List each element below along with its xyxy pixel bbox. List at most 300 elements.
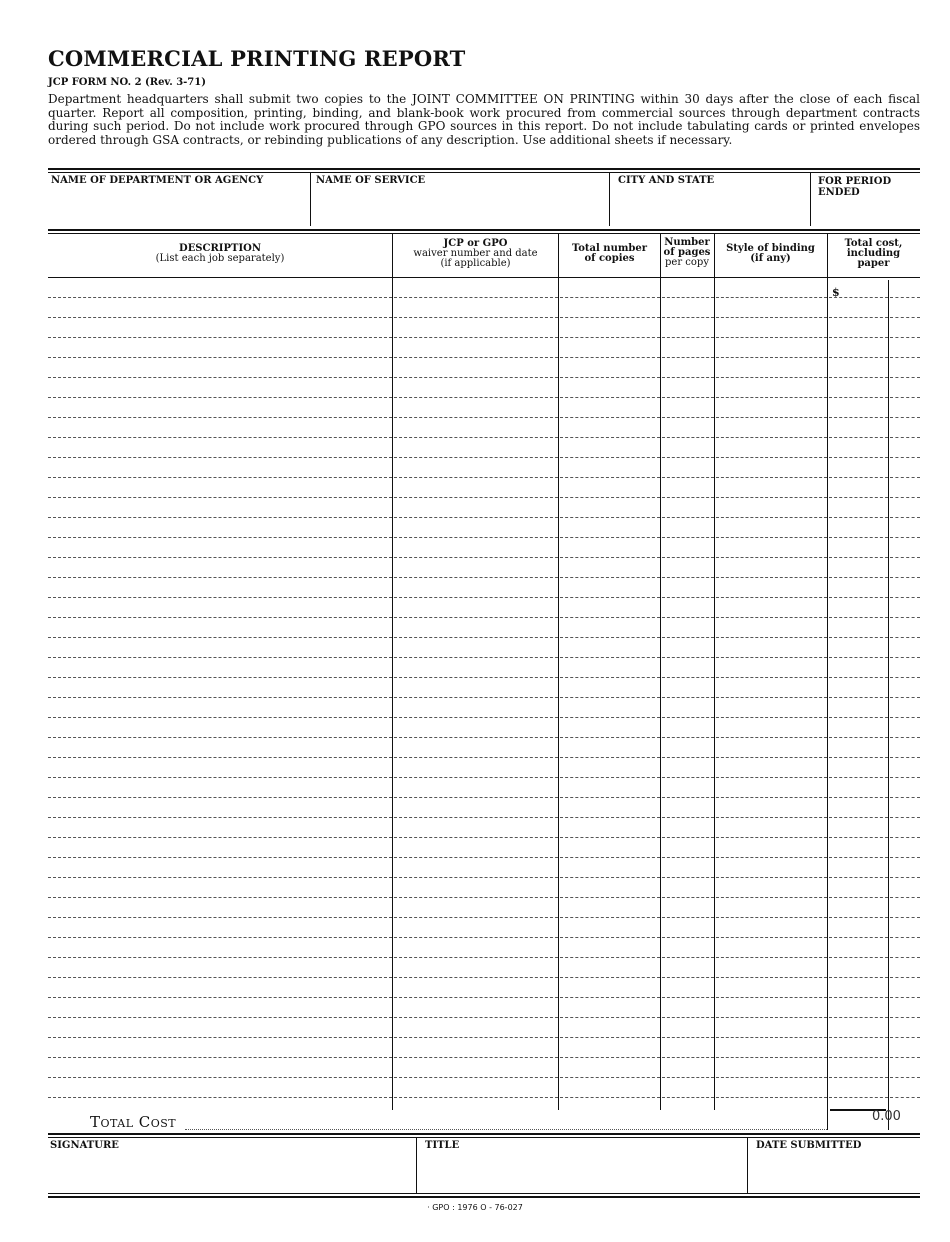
row-rule — [662, 457, 714, 458]
col-pages-line3: per copy — [665, 257, 709, 268]
signature-label: SIGNATURE — [50, 1140, 119, 1151]
table-row[interactable] — [0, 899, 950, 919]
row-rule — [716, 1057, 827, 1058]
col-pages-line2: of pages — [663, 247, 711, 258]
row-rule — [829, 877, 888, 878]
row-rule — [560, 737, 660, 738]
row-rule — [48, 757, 392, 758]
table-row[interactable] — [0, 859, 950, 879]
row-rule — [394, 977, 558, 978]
row-rule — [48, 417, 392, 418]
instructions-text: Department headquarters shall submit two copies to the JOINT COMMITTEE ON PRINTING within 30 days after the close of each fiscal quarter. Report all composition, printing, binding, and blank-book work procured from commercial sources through department contracts during such period. Do not include work procured through GPO sources in this report. Do not include tabulating cards or printed envelopes ordered through GSA contracts, or rebinding publications of any description. Use additional sheets if necessary. — [48, 92, 920, 147]
row-rule — [829, 557, 888, 558]
row-rule — [890, 817, 920, 818]
row-rule — [829, 917, 888, 918]
row-rule — [890, 317, 920, 318]
row-rule — [48, 697, 392, 698]
row-rule — [662, 977, 714, 978]
row-rule — [394, 397, 558, 398]
row-rule — [829, 317, 888, 318]
row-rule — [716, 797, 827, 798]
row-rule — [662, 697, 714, 698]
table-row[interactable] — [0, 819, 950, 839]
row-rule — [662, 737, 714, 738]
row-rule — [890, 457, 920, 458]
row-rule — [48, 937, 392, 938]
row-rule — [560, 1037, 660, 1038]
row-rule — [890, 1037, 920, 1038]
table-row[interactable] — [0, 799, 950, 819]
row-rule — [662, 497, 714, 498]
row-rule — [394, 1097, 558, 1098]
row-rule — [394, 657, 558, 658]
table-row[interactable] — [0, 659, 950, 679]
row-rule — [48, 297, 392, 298]
row-rule — [890, 377, 920, 378]
col-cost-header — [827, 239, 920, 269]
row-rule — [662, 417, 714, 418]
row-rule — [48, 777, 392, 778]
row-rule — [394, 357, 558, 358]
table-row[interactable] — [0, 1059, 950, 1079]
table-row[interactable] — [0, 639, 950, 659]
row-rule — [890, 877, 920, 878]
row-rule — [48, 877, 392, 878]
row-rule — [394, 437, 558, 438]
row-rule — [394, 317, 558, 318]
row-rule — [829, 737, 888, 738]
row-rule — [829, 497, 888, 498]
row-rule — [662, 377, 714, 378]
row-rule — [560, 1057, 660, 1058]
row-rule — [662, 637, 714, 638]
row-rule — [394, 917, 558, 918]
table-row[interactable] — [0, 1019, 950, 1039]
row-rule — [662, 1077, 714, 1078]
table-row[interactable] — [0, 359, 950, 379]
row-rule — [829, 677, 888, 678]
row-rule — [560, 337, 660, 338]
title-label: TITLE — [425, 1140, 460, 1151]
total-cost-leader — [185, 1129, 827, 1130]
row-rule — [716, 497, 827, 498]
row-rule — [394, 297, 558, 298]
row-rule — [890, 637, 920, 638]
row-rule — [716, 657, 827, 658]
row-rule — [48, 657, 392, 658]
table-row[interactable] — [0, 539, 950, 559]
row-rule — [716, 997, 827, 998]
row-rule — [560, 717, 660, 718]
row-rule — [716, 877, 827, 878]
row-rule — [716, 777, 827, 778]
row-rule — [560, 317, 660, 318]
row-rule — [394, 877, 558, 878]
row-rule — [716, 717, 827, 718]
row-rule — [716, 837, 827, 838]
row-rule — [716, 317, 827, 318]
row-rule — [662, 1037, 714, 1038]
row-rule — [48, 717, 392, 718]
header-top-rule — [48, 168, 920, 170]
row-rule — [829, 457, 888, 458]
service-field[interactable] — [311, 172, 609, 226]
col-description-title: DESCRIPTION — [179, 243, 261, 254]
row-rule — [890, 437, 920, 438]
table-row[interactable] — [0, 739, 950, 759]
col-copies-header — [559, 244, 660, 264]
col-pages-line1: Number — [664, 237, 710, 248]
row-rule — [48, 737, 392, 738]
table-header-bottom-rule — [48, 277, 920, 278]
table-row[interactable] — [0, 779, 950, 799]
row-rule — [662, 617, 714, 618]
row-rule — [716, 1097, 827, 1098]
row-rule — [716, 397, 827, 398]
table-row[interactable] — [0, 599, 950, 619]
row-rule — [560, 677, 660, 678]
row-rule — [829, 397, 888, 398]
table-row[interactable] — [0, 419, 950, 439]
row-rule — [716, 897, 827, 898]
table-top-rule-thin — [48, 233, 920, 234]
table-row[interactable] — [0, 879, 950, 899]
row-rule — [716, 477, 827, 478]
row-rule — [560, 617, 660, 618]
row-rule — [48, 337, 392, 338]
row-rule — [48, 357, 392, 358]
row-rule — [829, 617, 888, 618]
row-rule — [716, 637, 827, 638]
table-row[interactable] — [0, 679, 950, 699]
row-rule — [716, 557, 827, 558]
row-rule — [48, 457, 392, 458]
row-rule — [560, 417, 660, 418]
row-rule — [890, 1057, 920, 1058]
total-cost-value[interactable]: 0.00 — [872, 1109, 901, 1124]
row-rule — [560, 797, 660, 798]
col-description-header — [48, 244, 392, 264]
row-rule — [716, 617, 827, 618]
row-rule — [890, 517, 920, 518]
row-rule — [662, 1057, 714, 1058]
row-rule — [394, 1017, 558, 1018]
col-description-subtitle: (List each job separately) — [155, 253, 285, 264]
row-rule — [829, 1057, 888, 1058]
row-rule — [48, 957, 392, 958]
row-rule — [829, 797, 888, 798]
row-rule — [716, 677, 827, 678]
row-rule — [829, 717, 888, 718]
row-rule — [48, 617, 392, 618]
row-rule — [560, 637, 660, 638]
table-row[interactable] — [0, 519, 950, 539]
row-rule — [560, 357, 660, 358]
row-rule — [890, 737, 920, 738]
row-rule — [560, 857, 660, 858]
row-rule — [716, 857, 827, 858]
row-rule — [716, 577, 827, 578]
city-state-label: CITY AND STATE — [618, 175, 715, 186]
row-rule — [48, 477, 392, 478]
title-field[interactable] — [417, 1137, 747, 1193]
col-binding-header — [714, 244, 827, 264]
row-rule — [560, 377, 660, 378]
row-rule — [890, 557, 920, 558]
row-rule — [829, 417, 888, 418]
row-rule — [394, 537, 558, 538]
table-row[interactable] — [0, 379, 950, 399]
row-rule — [890, 1077, 920, 1078]
row-rule — [829, 657, 888, 658]
row-rule — [48, 997, 392, 998]
table-row[interactable] — [0, 1079, 950, 1099]
row-rule — [560, 477, 660, 478]
row-rule — [394, 1057, 558, 1058]
row-rule — [662, 657, 714, 658]
row-rule — [48, 437, 392, 438]
currency-symbol: $ — [832, 286, 840, 299]
row-rule — [829, 577, 888, 578]
row-rule — [829, 1037, 888, 1038]
row-rule — [716, 517, 827, 518]
row-rule — [716, 957, 827, 958]
table-row[interactable] — [0, 979, 950, 999]
row-rule — [394, 517, 558, 518]
row-rule — [48, 1077, 392, 1078]
table-row[interactable] — [0, 699, 950, 719]
row-rule — [560, 917, 660, 918]
row-rule — [662, 437, 714, 438]
form-number: JCP FORM NO. 2 (Rev. 3-71) — [48, 77, 206, 88]
row-rule — [890, 357, 920, 358]
gpo-footer: · GPO : 1976 O - 76-027 — [427, 1203, 523, 1212]
col-waiver-line3: (if applicable) — [440, 258, 511, 269]
row-rule — [716, 297, 827, 298]
row-rule — [394, 497, 558, 498]
row-rule — [890, 1017, 920, 1018]
row-rule — [394, 857, 558, 858]
row-rule — [890, 397, 920, 398]
row-rule — [560, 977, 660, 978]
row-rule — [829, 1017, 888, 1018]
signature-field[interactable] — [48, 1137, 416, 1193]
row-rule — [48, 537, 392, 538]
table-row[interactable] — [0, 319, 950, 339]
row-rule — [716, 1017, 827, 1018]
period-label: FOR PERIOD ENDED — [818, 176, 892, 198]
row-rule — [829, 817, 888, 818]
row-rule — [890, 997, 920, 998]
col-cost-line1: Total cost, — [844, 238, 903, 249]
row-rule — [829, 957, 888, 958]
row-rule — [716, 817, 827, 818]
table-row[interactable] — [0, 919, 950, 939]
table-row[interactable] — [0, 459, 950, 479]
row-rule — [662, 857, 714, 858]
table-row[interactable] — [0, 719, 950, 739]
row-rule — [890, 917, 920, 918]
row-rule — [716, 337, 827, 338]
row-rule — [560, 777, 660, 778]
row-rule — [394, 817, 558, 818]
date-submitted-field[interactable] — [748, 1137, 920, 1193]
col-binding-line1: Style of binding — [726, 243, 815, 254]
row-rule — [560, 497, 660, 498]
period-field[interactable] — [811, 172, 920, 226]
row-rule — [662, 357, 714, 358]
row-rule — [560, 297, 660, 298]
row-rule — [829, 857, 888, 858]
row-rule — [829, 597, 888, 598]
row-rule — [829, 777, 888, 778]
row-rule — [829, 977, 888, 978]
row-rule — [662, 997, 714, 998]
row-rule — [48, 797, 392, 798]
row-rule — [890, 577, 920, 578]
row-rule — [890, 697, 920, 698]
row-rule — [662, 917, 714, 918]
row-rule — [560, 517, 660, 518]
row-rule — [48, 517, 392, 518]
col-waiver-line1: JCP or GPO — [443, 238, 508, 249]
col-copies-line2: of copies — [584, 253, 635, 264]
row-rule — [829, 837, 888, 838]
table-row[interactable] — [0, 999, 950, 1019]
table-row[interactable] — [0, 1039, 950, 1059]
table-row[interactable] — [0, 439, 950, 459]
table-row[interactable] — [0, 939, 950, 959]
row-rule — [48, 1057, 392, 1058]
row-rule — [662, 1097, 714, 1098]
col-pages-header — [660, 238, 714, 268]
row-rule — [716, 597, 827, 598]
row-rule — [890, 537, 920, 538]
row-rule — [394, 697, 558, 698]
row-rule — [394, 457, 558, 458]
total-cost-label: Total Cost — [90, 1113, 177, 1131]
row-rule — [48, 637, 392, 638]
row-rule — [662, 837, 714, 838]
department-field[interactable] — [48, 172, 310, 226]
row-rule — [394, 797, 558, 798]
row-rule — [829, 437, 888, 438]
row-rule — [662, 897, 714, 898]
col-cost-line3: paper — [857, 258, 890, 269]
row-rule — [890, 777, 920, 778]
row-rule — [662, 297, 714, 298]
form-title: COMMERCIAL PRINTING REPORT — [48, 46, 466, 71]
row-rule — [829, 357, 888, 358]
row-rule — [394, 337, 558, 338]
row-rule — [662, 397, 714, 398]
col-cost-line2: including — [846, 248, 901, 259]
row-rule — [716, 1077, 827, 1078]
row-rule — [48, 317, 392, 318]
row-rule — [48, 377, 392, 378]
row-rule — [890, 617, 920, 618]
row-rule — [48, 857, 392, 858]
row-rule — [662, 877, 714, 878]
row-rule — [394, 577, 558, 578]
table-row[interactable] — [0, 619, 950, 639]
row-rule — [560, 837, 660, 838]
table-row[interactable] — [0, 559, 950, 579]
row-rule — [394, 1077, 558, 1078]
row-rule — [890, 597, 920, 598]
row-rule — [48, 1037, 392, 1038]
row-rule — [829, 1097, 888, 1098]
row-rule — [890, 337, 920, 338]
row-rule — [394, 1037, 558, 1038]
row-rule — [716, 537, 827, 538]
row-rule — [394, 637, 558, 638]
row-rule — [48, 977, 392, 978]
row-rule — [716, 457, 827, 458]
row-rule — [890, 677, 920, 678]
row-rule — [560, 997, 660, 998]
row-rule — [890, 477, 920, 478]
row-rule — [890, 497, 920, 498]
row-rule — [48, 917, 392, 918]
row-rule — [716, 937, 827, 938]
row-rule — [48, 897, 392, 898]
date-submitted-label: DATE SUBMITTED — [756, 1140, 862, 1151]
row-rule — [716, 757, 827, 758]
table-row[interactable] — [0, 339, 950, 359]
city-state-field[interactable] — [610, 172, 810, 226]
row-rule — [829, 997, 888, 998]
row-rule — [394, 377, 558, 378]
table-row[interactable] — [0, 279, 950, 299]
table-row[interactable] — [0, 399, 950, 419]
row-rule — [662, 757, 714, 758]
row-rule — [394, 717, 558, 718]
col-binding-line2: (if any) — [750, 253, 791, 264]
row-rule — [394, 557, 558, 558]
row-rule — [48, 1097, 392, 1098]
table-row[interactable] — [0, 959, 950, 979]
row-rule — [560, 577, 660, 578]
row-rule — [394, 997, 558, 998]
table-row[interactable] — [0, 759, 950, 779]
row-rule — [662, 1017, 714, 1018]
table-row[interactable] — [0, 499, 950, 519]
row-rule — [890, 797, 920, 798]
row-rule — [662, 717, 714, 718]
row-rule — [394, 417, 558, 418]
row-rule — [890, 417, 920, 418]
table-row[interactable] — [0, 839, 950, 859]
row-rule — [560, 697, 660, 698]
row-rule — [48, 677, 392, 678]
row-rule — [829, 477, 888, 478]
table-row[interactable] — [0, 479, 950, 499]
service-label: NAME OF SERVICE — [316, 175, 426, 186]
row-rule — [560, 877, 660, 878]
signature-top-rule — [48, 1133, 920, 1135]
table-row[interactable] — [0, 299, 950, 319]
row-rule — [890, 897, 920, 898]
table-row[interactable] — [0, 579, 950, 599]
row-rule — [662, 337, 714, 338]
row-rule — [829, 377, 888, 378]
row-rule — [829, 1077, 888, 1078]
col-waiver-line2: waiver number and date — [413, 248, 538, 259]
row-rule — [890, 717, 920, 718]
row-rule — [662, 557, 714, 558]
row-rule — [662, 477, 714, 478]
